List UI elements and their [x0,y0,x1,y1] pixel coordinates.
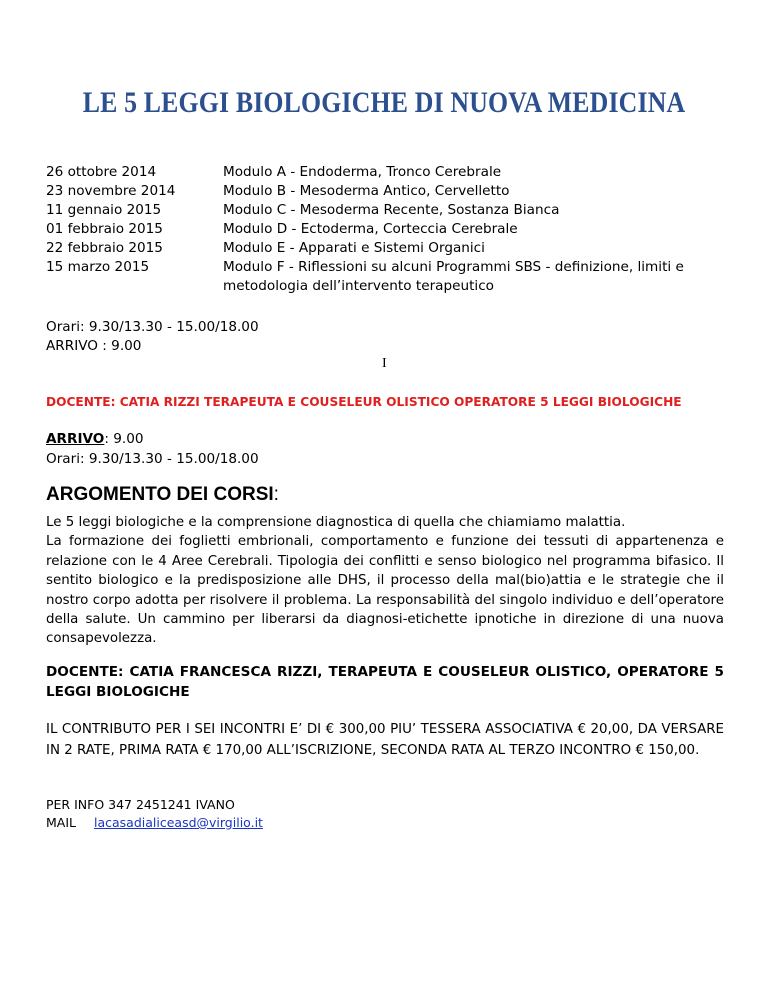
schedule-date: 23 novembre 2014 [46,183,176,199]
schedule-module: metodologia dell’intervento terapeutico [223,278,494,294]
mail-link[interactable]: lacasadialiceasd@virgilio.it [94,815,263,830]
schedule-module: Modulo C - Mesoderma Recente, Sostanza Bianca [223,202,560,218]
orari-detail: Orari: 9.30/13.30 - 15.00/18.00 [46,451,259,467]
course-schedule [46,163,736,296]
orari-line: Orari: 9.30/13.30 - 15.00/18.00 [46,319,259,335]
schedule-row [46,163,736,182]
schedule-row [46,201,736,220]
schedule-module: Modulo D - Ectoderma, Corteccia Cerebrale [223,221,518,237]
schedule-date: 01 febbraio 2015 [46,221,163,237]
schedule-row [46,277,736,296]
schedule-module: Modulo B - Mesoderma Antico, Cervelletto [223,183,510,199]
schedule-module: Modulo F - Riflessioni su alcuni Programmi SBS - definizione, limiti e [223,259,684,275]
arrivo-label: ARRIVO [46,431,105,447]
section-heading-colon: : [273,484,279,505]
schedule-date: 11 gennaio 2015 [46,202,162,218]
schedule-date: 15 marzo 2015 [46,259,150,275]
schedule-date [46,277,223,296]
mail-label: MAIL [46,815,76,830]
schedule-module: Modulo E - Apparati e Sistemi Organici [223,240,485,256]
mail-line [46,814,263,832]
info-line: PER INFO 347 2451241 IVANO [46,797,235,812]
course-description [46,513,724,649]
text-cursor-marker: I [382,356,387,371]
section-heading [46,484,279,506]
schedule-module: Modulo A - Endoderma, Tronco Cerebrale [223,164,502,180]
schedule-row [46,182,736,201]
document-title: LE 5 LEGGI BIOLOGICHE DI NUOVA MEDICINA [82,86,686,119]
arrivo-detail [46,430,144,449]
docente-black-line: DOCENTE: CATIA FRANCESCA RIZZI, TERAPEUTA E COUSELEUR OLISTICO, OPERATORE 5 LEGGI BIOLOGICHE [46,664,724,700]
arrivo-value: : 9.00 [104,431,144,447]
schedule-row [46,220,736,239]
arrivo-line: ARRIVO : 9.00 [46,338,142,354]
fee-paragraph: IL CONTRIBUTO PER I SEI INCONTRI E’ DI € 300,00 PIU’ TESSERA ASSOCIATIVA € 20,00, DA VERSARE IN 2 RATE, PRIMA RATA € 170,00 ALL’ISCRIZIONE, SECONDA RATA AL TERZO INCONTRO € 150,00. [46,722,724,758]
docente-red-line: DOCENTE: CATIA RIZZI TERAPEUTA E COUSELEUR OLISTICO OPERATORE 5 LEGGI BIOLOGICHE [46,395,682,409]
schedule-date: 26 ottobre 2014 [46,164,157,180]
section-heading-text: ARGOMENTO DEI CORSI [46,484,274,505]
description-paragraph: La formazione dei foglietti embrionali, comportamento e funzione dei tessuti di appartenenza e relazione con le 4 Aree Cerebrali. Tipologia dei conflitti e senso biologico nel programma bifasico. Il sentito biologico e la predisposizione alle DHS, il processo della mal(bio)attia e le strategie che il nostro corpo adotta per risolvere il problema. La responsabilità del singolo individuo e dell’operatore della salute. Un cammino per liberarsi da diagnosi-etichette ipnotiche in direzione di una nuova consapevolezza. [46,534,724,647]
schedule-row [46,239,736,258]
schedule-row [46,258,736,277]
description-first-line: Le 5 leggi biologiche e la comprensione diagnostica di quella che chiamiamo malattia. [46,515,626,530]
schedule-date: 22 febbraio 2015 [46,240,163,256]
